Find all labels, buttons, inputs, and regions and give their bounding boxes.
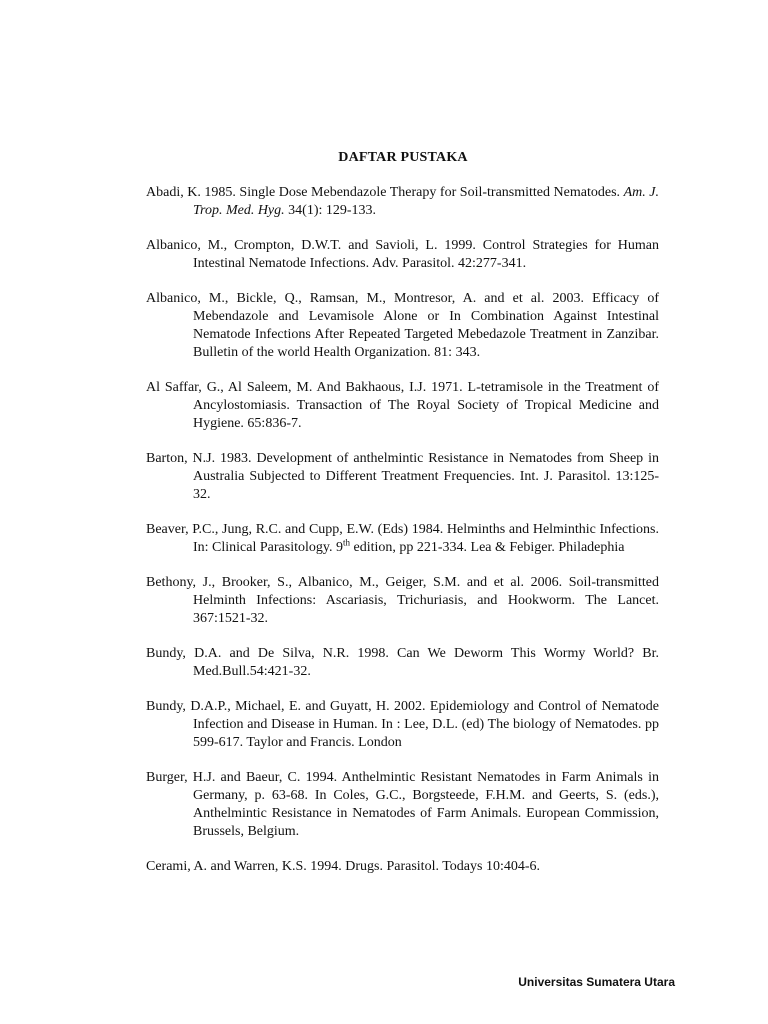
- reference-entry: [146, 184, 659, 220]
- reference-entry: Bundy, D.A.P., Michael, E. and Guyatt, H. 2002. Epidemiology and Control of Nematode Infection and Disease in Human. In : Lee, D.L. (ed) The biology of Nematodes. pp 599-617. Taylor and Francis. London: [146, 699, 659, 750]
- reference-entry: Bethony, J., Brooker, S., Albanico, M., Geiger, S.M. and et al. 2006. Soil-transmitted Helminth Infections: Ascariasis, Trichuriasis, and Hookworm. The Lancet. 367:1521-32.: [146, 575, 659, 626]
- reference-entry: [146, 521, 659, 557]
- reference-text: Beaver, P.C., Jung, R.C. and Cupp, E.W. (Eds) 1984. Helminths and Helminthic Infections. In: Clinical Parasitology. 9: [146, 522, 659, 555]
- reference-entry: Bundy, D.A. and De Silva, N.R. 1998. Can We Deworm This Wormy World? Br. Med.Bull.54:421-32.: [146, 646, 659, 679]
- reference-entry: Burger, H.J. and Baeur, C. 1994. Anthelmintic Resistant Nematodes in Farm Animals in Germany, p. 63-68. In Coles, G.C., Borgsteede, F.H.M. and Geerts, S. (eds.), Anthelmintic Resistance in Nematodes of Farm Animals. European Commission, Brussels, Belgium.: [146, 770, 659, 839]
- reference-text: Abadi, K. 1985. Single Dose Mebendazole Therapy for Soil-transmitted Nematodes.: [146, 185, 624, 200]
- journal-name: Am. J. Trop. Med. Hyg.: [193, 185, 659, 218]
- reference-entry: Albanico, M., Bickle, Q., Ramsan, M., Montresor, A. and et al. 2003. Efficacy of Mebendazole and Levamisole Alone or In Combination Against Intestinal Nematode Infections After Repeated Targeted Mebedazole Treatment in Zanzibar. Bulletin of the world Health Organization. 81: 343.: [146, 291, 659, 360]
- reference-entry: Al Saffar, G., Al Saleem, M. And Bakhaous, I.J. 1971. L-tetramisole in the Treatment of Ancylostomiasis. Transaction of The Royal Society of Tropical Medicine and Hygiene. 65:836-7.: [146, 380, 659, 431]
- footer-institution: Universitas Sumatera Utara: [518, 975, 675, 989]
- reference-entry: Cerami, A. and Warren, K.S. 1994. Drugs. Parasitol. Todays 10:404-6.: [146, 859, 540, 874]
- reference-text: edition, pp 221-334. Lea & Febiger. Philadephia: [349, 540, 625, 555]
- reference-entry: Barton, N.J. 1983. Development of anthelmintic Resistance in Nematodes from Sheep in Australia Subjected to Different Treatment Frequencies. Int. J. Parasitol. 13:125-32.: [146, 451, 659, 502]
- superscript: th: [342, 537, 350, 548]
- reference-entry: Albanico, M., Crompton, D.W.T. and Savioli, L. 1999. Control Strategies for Human Intestinal Nematode Infections. Adv. Parasitol. 42:277-341.: [146, 238, 659, 271]
- reference-text: 34(1): 129-133.: [284, 203, 377, 218]
- page-title: DAFTAR PUSTAKA: [338, 150, 468, 165]
- reference-list: [146, 184, 659, 893]
